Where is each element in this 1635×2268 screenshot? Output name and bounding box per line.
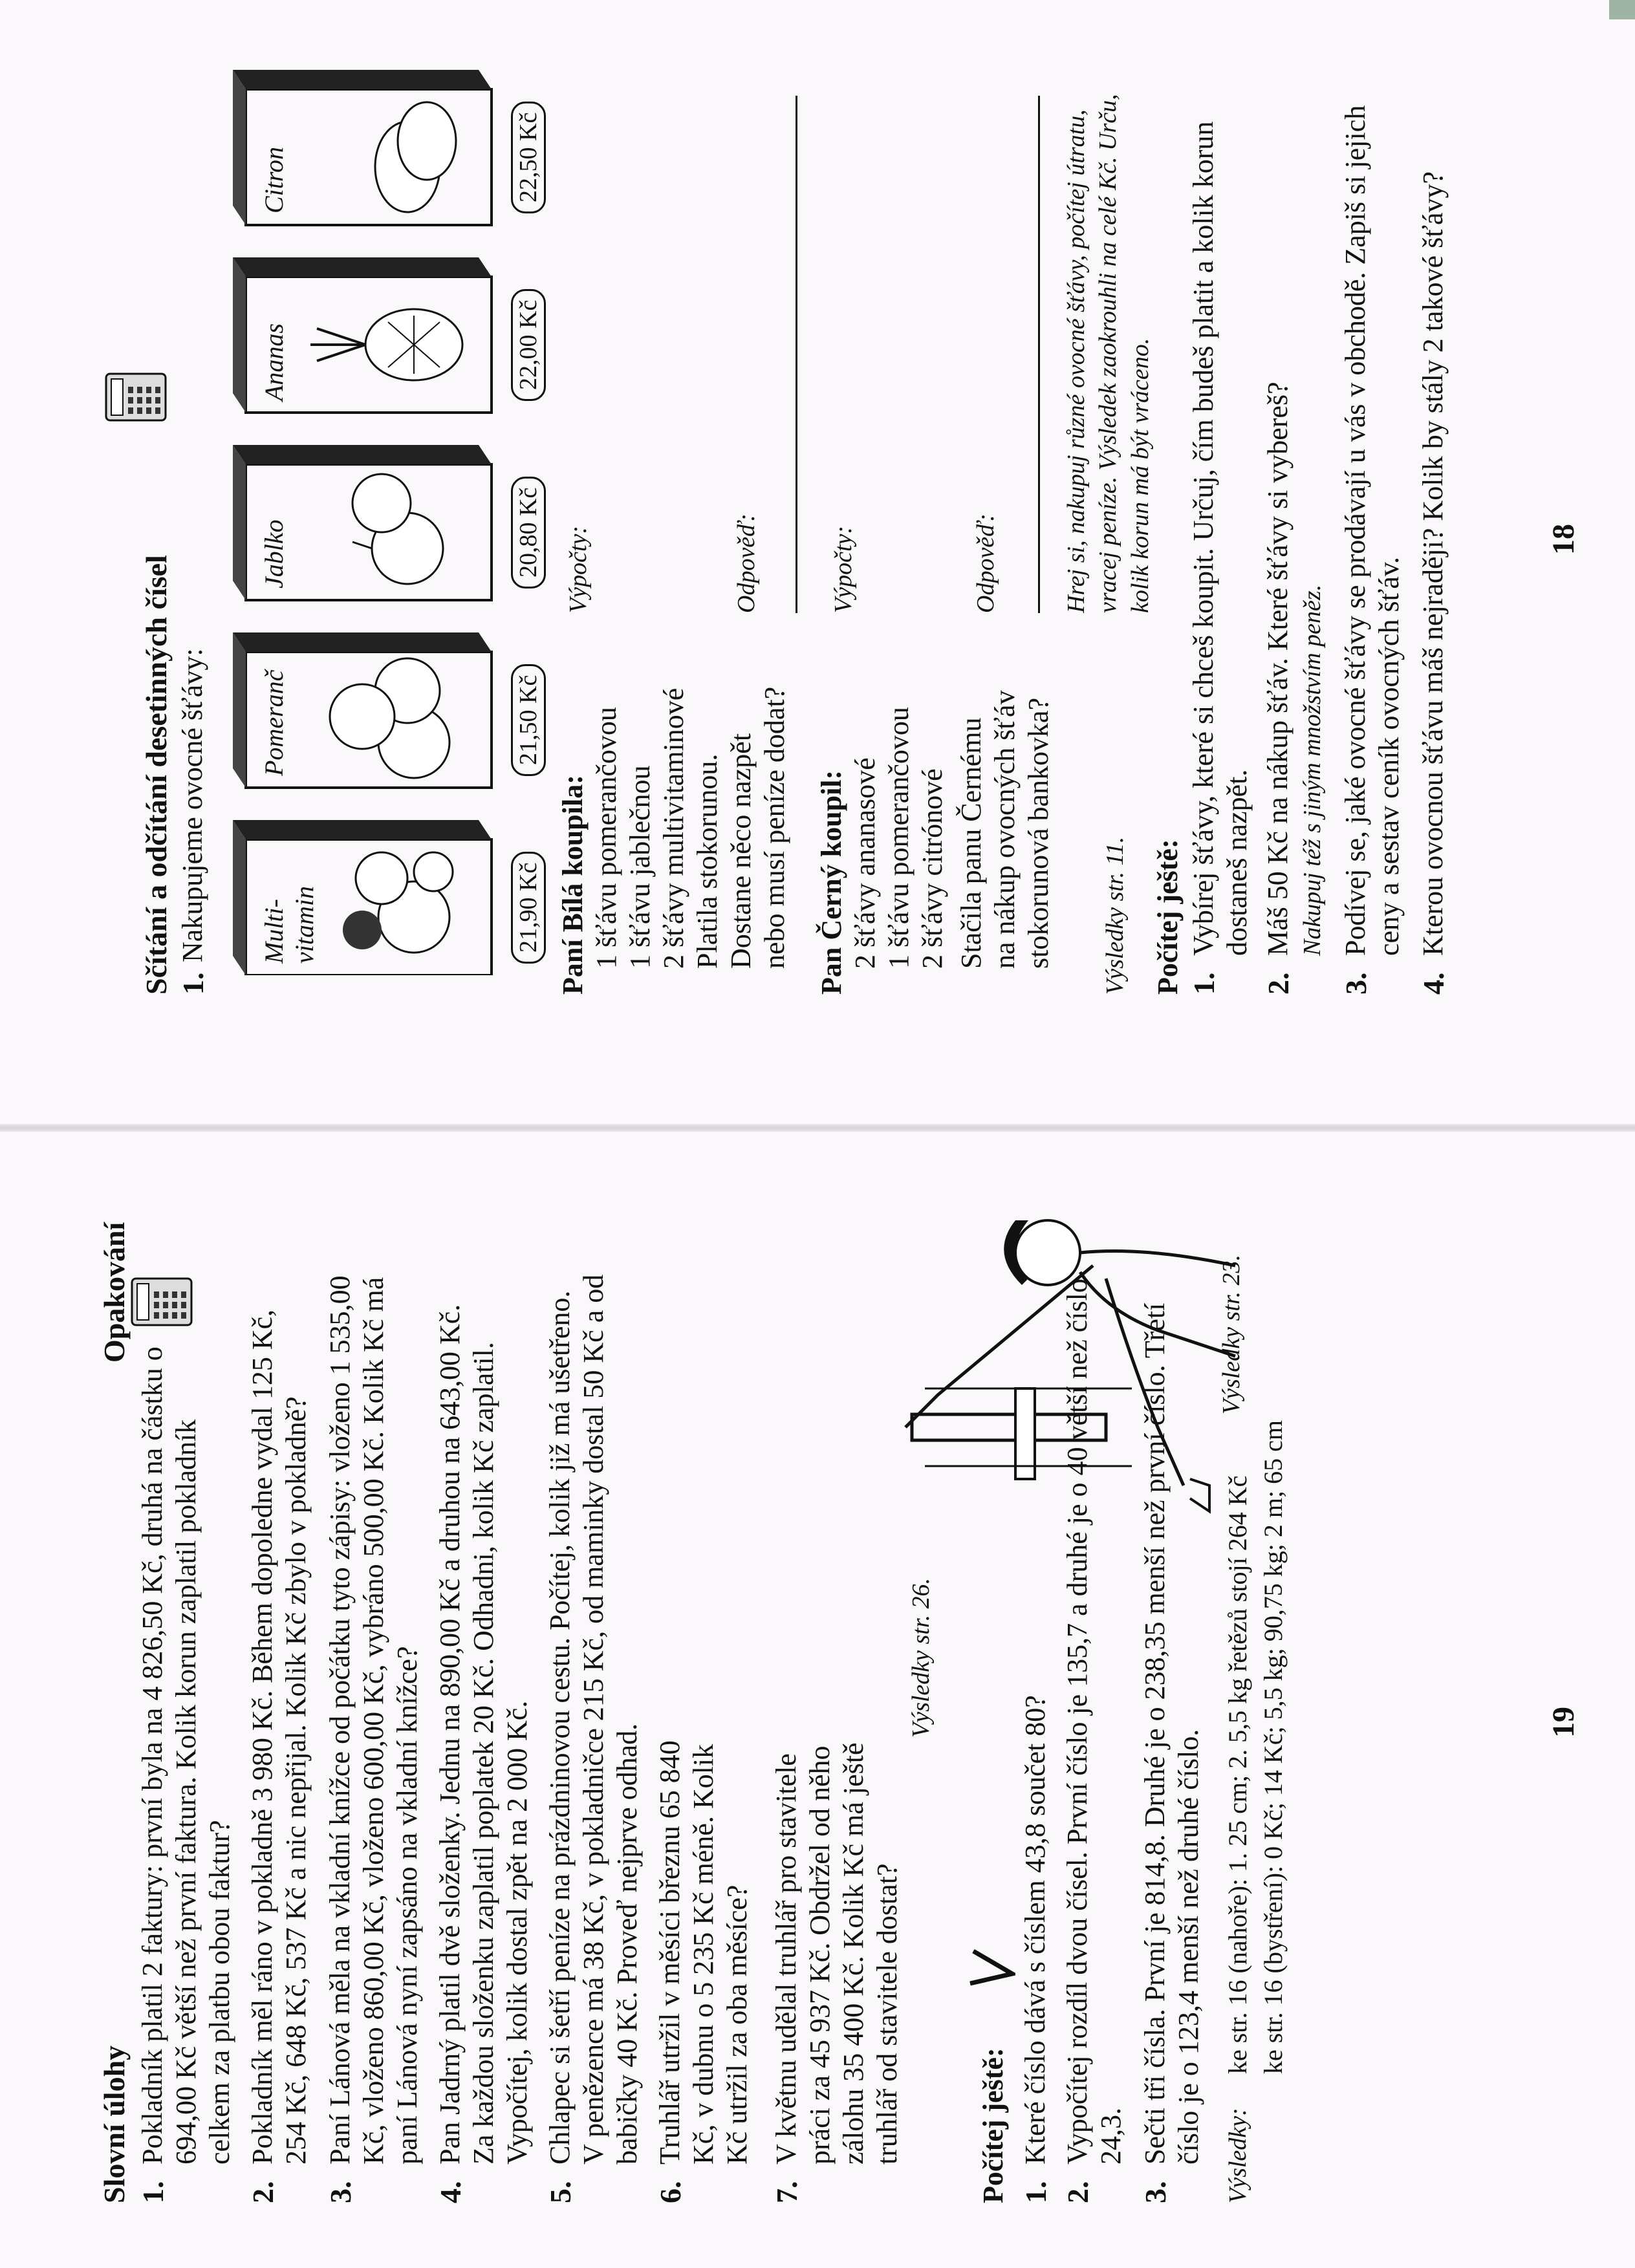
checkmark-icon xyxy=(964,1945,1015,1990)
carton-label-multivitamin: Multi-vitamin xyxy=(259,886,319,964)
item-number: 4. xyxy=(1417,972,1450,995)
vysledky-ref: Výsledky str. 11. xyxy=(1101,836,1129,995)
calculator-icon xyxy=(129,1272,194,1330)
item-note: Nakupuj též s jiným množstvím peněz. xyxy=(1299,584,1326,956)
page-title-left: Slovní úlohy xyxy=(98,2045,131,2203)
page-number: 18 xyxy=(1546,524,1581,555)
results-line: ke str. 16 (nahoře): 1. 25 cm; 2. 5,5 kg řetězů stojí 264 Kč xyxy=(1223,1475,1252,2074)
problem-number: 1. xyxy=(136,2181,169,2203)
bila-line: Platila stokorunou. xyxy=(691,753,723,969)
book-spine xyxy=(0,1124,1635,1132)
answer-line xyxy=(1038,96,1040,613)
price-tag: 22,50 Kč xyxy=(511,102,546,213)
problem-text: Paní Lánová měla na vkladní knížce od počátku tyto zápisy: vloženo 1 535,00 Kč, vloženo 860,00 Kč, vloženo 600,00 Kč, vybráno 500,00 Kč. Kolik Kč má paní Lánová nyní zapsáno na vkladní knížce? xyxy=(324,1275,423,2165)
item-text: Kterou ovocnou šťávu máš nejraději? Kolik by stály 2 takové šťávy? xyxy=(1417,171,1449,956)
vypocty-label: Výpočty: xyxy=(830,525,857,613)
item-number: 3. xyxy=(1139,2181,1172,2203)
vysledky-ref: Výsledky str. 26. xyxy=(907,1578,935,1738)
carton-label-ananas: Ananas xyxy=(259,323,288,401)
bila-line: Dostane něco nazpět xyxy=(725,733,757,969)
calculator-icon xyxy=(103,367,168,426)
problem-number: 6. xyxy=(654,2181,687,2203)
vypocty-label: Výpočty: xyxy=(565,525,592,613)
results-line: ke str. 16 (bystření): 0 Kč; 14 Kč; 5,5 kg; 90,75 kg; 2 m; 65 cm xyxy=(1259,1420,1288,2074)
vysledky-ref: Výsledky str. 23. xyxy=(1218,1255,1245,1414)
item-number: 1. xyxy=(1187,972,1220,995)
item-number: 2. xyxy=(1262,972,1295,995)
problem-number: 3. xyxy=(324,2181,357,2203)
item-text: Které číslo dává s číslem 43,8 součet 80? xyxy=(1019,1695,1051,2165)
item-text: Vybírej šťávy, které si chceš koupit. Určuj, čím budeš platit a kolik korun dostaneš nazpět. xyxy=(1187,121,1253,956)
results-label: Výsledky: xyxy=(1224,2108,1251,2203)
page-18 xyxy=(0,0,1635,1124)
item-text: Vypočítej rozdíl dvou čísel. První číslo je 135,7 a druhé je o 40 větší než číslo 24,3. xyxy=(1061,1279,1127,2165)
problem-number: 7. xyxy=(770,2181,803,2203)
problem-text: V květnu udělal truhlář pro stavitele práci za 45 937 Kč. Obdržel od něho zálohu 35 400 Kč. Kolik Kč má ještě truhlář od stavitele dostat? xyxy=(770,1742,903,2165)
answer-line xyxy=(796,96,797,613)
page-number: 19 xyxy=(1546,1707,1581,1738)
q1-number: 1. xyxy=(177,972,210,995)
odpoved-label: Odpověď: xyxy=(733,513,760,613)
carton-label-pomeranc: Pomeranč xyxy=(259,669,288,776)
item-number: 2. xyxy=(1061,2181,1094,2203)
problem-text: Pokladník měl ráno v pokladně 3 980 Kč. Během dopoledne vydal 125 Kč, 254 Kč, 648 Kč, 537 Kč a nic nepřijal. Kolik Kč zbylo v pokladně? xyxy=(246,1309,312,2165)
hrej-instructions: Hrej si, nakupuj různé ovocné šťávy, počítej útratu, vracej peníze. Výsledek zaokrouhli na celé Kč. Urču, kolik korun má být vráceno. xyxy=(1063,94,1154,613)
item-number: 1. xyxy=(1019,2181,1052,2203)
page-title-right: Opakování xyxy=(98,1222,131,1363)
bila-heading: Paní Bílá koupila: xyxy=(557,775,589,995)
problem-text: Pan Jadrný platil dvě složenky. Jednu na 890,00 Kč a druhou na 643,00 Kč. Za každou složenku zaplatil poplatek 20 Kč. Odhadni, kolik Kč zaplatil. Vypočítej, kolik dostal zpět na 2 000 Kč. xyxy=(434,1304,533,2165)
item-text: Sečti tři čísla. První je 814,8. Druhé je o 238,35 menší než první číslo. Třetí číslo je o 123,4 menší než druhé číslo. xyxy=(1139,1302,1204,2165)
pocitej-heading: Počítej ještě: xyxy=(977,2047,1009,2203)
item-text: Podívej se, jaké ovocné šťávy se prodávají u vás v obchodě. Zapiš si jejich ceny a sestav ceník ovocných šťáv. xyxy=(1339,105,1405,956)
problem-number: 2. xyxy=(246,2181,279,2203)
item-text: Máš 50 Kč na nákup šťáv. Které šťávy si vybereš? xyxy=(1262,382,1294,956)
cerny-line: 1 šťávu pomerančovou xyxy=(883,707,915,969)
problem-number: 5. xyxy=(544,2181,577,2203)
price-tag: 21,90 Kč xyxy=(511,852,546,964)
problem-number: 4. xyxy=(434,2181,467,2203)
bila-line: 1 šťávu pomerančovou xyxy=(590,707,622,969)
carton-label-citron: Citron xyxy=(259,147,288,213)
cerny-line: 2 šťávy citrónové xyxy=(916,768,948,969)
item-number: 3. xyxy=(1339,972,1372,995)
carton-label-jablko: Jablko xyxy=(259,519,288,589)
page-title: Sčítání a odčítání desetinných čísel xyxy=(140,555,173,995)
odpoved-label: Odpověď: xyxy=(972,513,999,613)
cerny-line: 2 šťávy ananasové xyxy=(849,757,881,969)
cerny-line: na nákup ovocných šťáv xyxy=(989,690,1021,969)
page-19 xyxy=(0,1134,1635,2268)
problem-text: Chlapec si šetří peníze na prázdninovou cestu. Počítej, kolik již má ušetřeno. V penězence má 38 Kč, v pokladničce 215 Kč, od maminky dostal 50 Kč a od babičky 40 Kč. Proveď nejprve odhad. xyxy=(544,1274,643,2165)
cerny-line: Stačila panu Černému xyxy=(955,717,987,969)
bila-line: 2 šťávy multivitaminové xyxy=(658,687,689,969)
cerny-line: stokorunová bankovka? xyxy=(1023,697,1054,969)
price-tag: 21,50 Kč xyxy=(511,664,546,776)
problem-text: Pokladník platil 2 faktury: první byla na 4 826,50 Kč, druhá na částku o 694,00 Kč větší než první faktura. Kolik korun zaplatil pokladník celkem za platbu obou faktur? xyxy=(136,1346,235,2165)
q1-text: Nakupujeme ovocné šťávy: xyxy=(177,648,208,962)
bila-line: 1 šťávu jablečnou xyxy=(624,765,656,969)
cerny-heading: Pan Černý koupil: xyxy=(816,770,847,995)
problem-text: Truhlář utržil v měsíci březnu 65 840 Kč, v dubnu o 5 235 Kč méně. Kolik Kč utržil za oba měsíce? xyxy=(654,1740,753,2165)
bila-line: nebo musí peníze dodat? xyxy=(759,686,790,969)
pocitej-heading: Počítej ještě: xyxy=(1152,839,1184,995)
price-tag: 22,00 Kč xyxy=(511,289,546,401)
price-tag: 20,80 Kč xyxy=(511,477,546,589)
